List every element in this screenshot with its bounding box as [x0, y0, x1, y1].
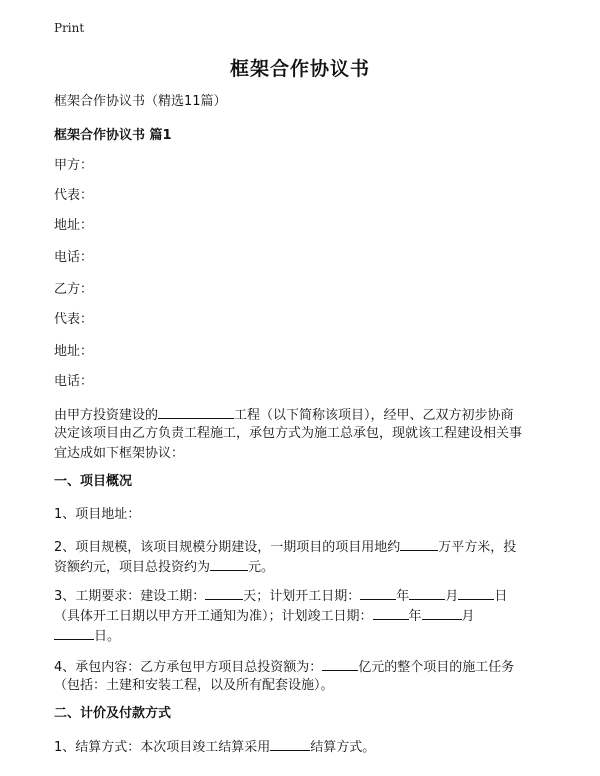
party-b-rep-label: 代表： — [54, 312, 94, 327]
settlement-method-blank — [270, 736, 310, 751]
total-investment-blank — [210, 556, 248, 571]
intro-line-2: 决定该项目由乙方负责工程施工，承包方式为施工总承包，现就该工程建设相关事 — [54, 426, 523, 441]
item3-text-1d: 月 — [445, 589, 459, 604]
intro-text-1a: 由甲方投资建设的 — [54, 408, 159, 423]
item4-text-1b: 亿元的整个项目的施工任务 — [358, 660, 515, 675]
item2-text-2a: 资额约元，项目总投资约为 — [54, 560, 211, 575]
contract-amount-blank — [322, 656, 358, 671]
heading-project-overview: 一、项目概况 — [54, 474, 133, 489]
item-project-scale-line-1 — [54, 536, 548, 558]
item3-text-1c: 年 — [396, 589, 410, 604]
item-contract-scope-line-2: （包括：土建和安装工程，以及所有配套设施）。 — [54, 678, 334, 693]
project-name-blank — [158, 404, 234, 419]
section-title: 框架合作协议书 篇1 — [54, 128, 172, 143]
intro-line-1 — [54, 404, 548, 426]
land-area-blank — [400, 536, 438, 551]
party-a-label: 甲方： — [54, 158, 94, 173]
party-a-address-label: 地址： — [54, 218, 94, 233]
end-year-blank — [373, 605, 409, 620]
item-settlement-method — [54, 736, 548, 758]
item4-text-1a: 4、承包内容：乙方承包甲方项目总投资额为： — [54, 660, 323, 675]
item3-text-2a: （具体开工日期以甲方开工通知为准）；计划竣工日期： — [54, 609, 373, 624]
intro-text-1b: 工程（以下简称该项目），经甲、乙双方初步协商 — [234, 408, 514, 423]
item-contract-scope-line-1 — [54, 656, 548, 678]
party-a-phone-label: 电话： — [54, 250, 94, 265]
item2-text-2b: 元。 — [248, 560, 275, 575]
party-b-label: 乙方： — [54, 282, 94, 297]
item-project-scale-line-2 — [54, 556, 548, 578]
end-month-blank — [422, 605, 462, 620]
subtitle: 框架合作协议书（精选11篇） — [54, 94, 227, 109]
start-month-blank — [409, 585, 445, 600]
pay1-text-a: 1、结算方式：本次项目竣工结算采用 — [54, 740, 271, 755]
item-schedule-line-2 — [54, 605, 548, 627]
document-title: 框架合作协议书 — [229, 58, 370, 80]
duration-days-blank — [205, 585, 243, 600]
start-year-blank — [360, 585, 396, 600]
item-project-address: 1、项目地址： — [54, 507, 141, 522]
item3-text-1e: 日 — [494, 589, 508, 604]
intro-line-3: 宜达成如下框架协议： — [54, 446, 185, 461]
item3-text-2c: 月 — [461, 609, 475, 624]
party-a-rep-label: 代表： — [54, 188, 94, 203]
start-day-blank — [458, 585, 494, 600]
item2-text-1a: 2、项目规模，该项目规模分期建设，一期项目的项目用地约 — [54, 540, 401, 555]
item3-text-1b: 天；计划开工日期： — [243, 589, 361, 604]
end-day-blank — [54, 625, 94, 640]
item-schedule-line-1 — [54, 585, 548, 607]
item3-text-3: 日。 — [94, 629, 121, 644]
party-b-address-label: 地址： — [54, 344, 94, 359]
print-link[interactable]: Print — [54, 21, 85, 35]
pay1-text-b: 结算方式。 — [310, 740, 376, 755]
item3-text-1a: 3、工期要求：建设工期： — [54, 589, 206, 604]
item-schedule-line-3 — [54, 625, 548, 647]
item2-text-1b: 万平方米，投 — [438, 540, 517, 555]
heading-pricing-payment: 二、计价及付款方式 — [54, 706, 172, 721]
party-b-phone-label: 电话： — [54, 374, 94, 389]
item3-text-2b: 年 — [408, 609, 422, 624]
